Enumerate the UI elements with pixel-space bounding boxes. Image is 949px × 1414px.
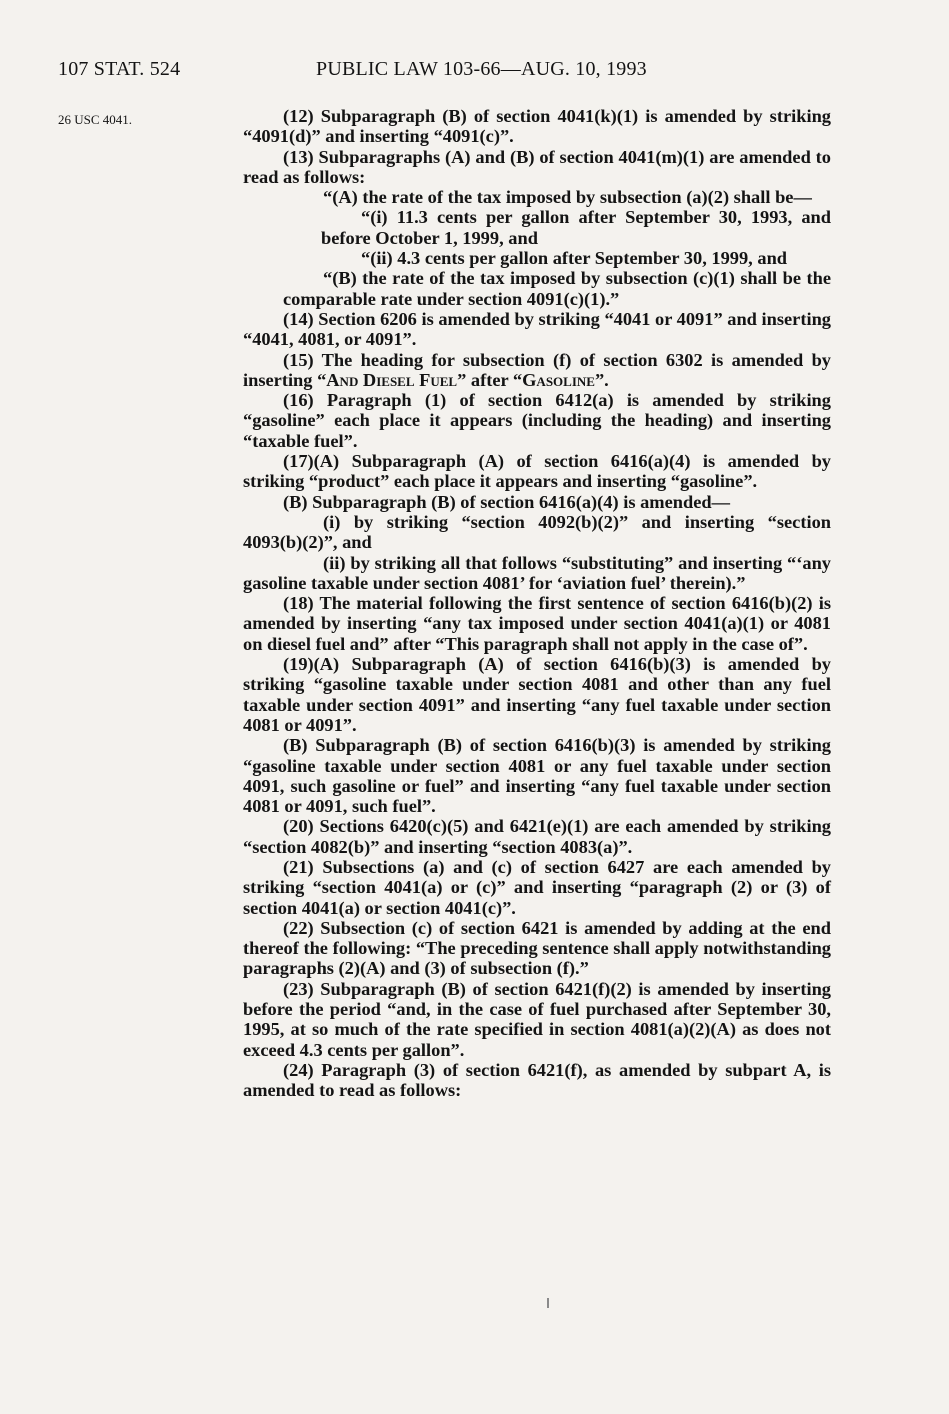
paragraph-15-text-a: (15) The heading for subsection (f) of section 6302 is amended by inserting “	[243, 349, 831, 390]
paragraph-12: (12) Subparagraph (B) of section 4041(k)(1) is amended by striking “4091(d)” and inserting “4091(c)”.	[243, 106, 831, 147]
paragraph-13-A-i: “(i) 11.3 cents per gallon after September 30, 1993, and before October 1, 1999, and	[321, 207, 831, 248]
page-mark	[547, 1298, 549, 1308]
paragraph-17-A: (17)(A) Subparagraph (A) of section 6416(a)(4) is amended by striking “product” each place it appears and inserting “gasoline”.	[243, 451, 831, 492]
paragraph-23: (23) Subparagraph (B) of section 6421(f)(2) is amended by inserting before the period “and, in the case of fuel purchased after September 30, 1995, at so much of the rate specified in section 4081(a)(2)(A) as does not exceed 4.3 cents per gallon”.	[243, 978, 831, 1060]
paragraph-15-text-c: ”.	[594, 369, 609, 390]
paragraph-15	[243, 350, 831, 391]
paragraph-13-A: “(A) the rate of the tax imposed by subsection (a)(2) shall be—	[323, 187, 812, 208]
paragraph-13: (13) Subparagraphs (A) and (B) of section 4041(m)(1) are amended to read as follows:	[243, 146, 831, 187]
paragraph-18: (18) The material following the first sentence of section 6416(b)(2) is amended by inserting “any tax imposed under section 4041(a)(1) or 4081 on diesel fuel and” after “This paragraph shall not apply in the case of”.	[243, 593, 831, 654]
paragraph-15-smallcaps-diesel: And Diesel Fuel	[326, 369, 458, 390]
paragraph-15-text-b: ” after “	[457, 369, 523, 390]
paragraph-22: (22) Subsection (c) of section 6421 is amended by adding at the end thereof the following: “The preceding sentence shall apply notwithstanding paragraphs (2)(A) and (3) of subsection (f).”	[243, 917, 831, 979]
running-title: PUBLIC LAW 103-66—AUG. 10, 1993	[316, 58, 647, 80]
statute-page-number: 107 STAT. 524	[58, 58, 181, 80]
paragraph-20: (20) Sections 6420(c)(5) and 6421(e)(1) are each amended by striking “section 4082(b)” and inserting “section 4083(a)”.	[243, 816, 831, 857]
paragraph-19-A: (19)(A) Subparagraph (A) of section 6416(b)(3) is amended by striking “gasoline taxable under section 4081 and other than any fuel taxable under section 4091” and inserting “any fuel taxable under section 4081 or 4091”.	[243, 654, 831, 735]
paragraph-17-B-i: (i) by striking “section 4092(b)(2)” and inserting “section 4093(b)(2)”, and	[243, 511, 831, 553]
usc-margin-note: 26 USC 4041.	[58, 112, 133, 127]
paragraph-24: (24) Paragraph (3) of section 6421(f), as amended by subpart A, is amended to read as follows:	[243, 1059, 831, 1101]
paragraph-17-B: (B) Subparagraph (B) of section 6416(a)(4) is amended—	[283, 491, 730, 512]
paragraph-13-A-ii: “(ii) 4.3 cents per gallon after September 30, 1999, and	[361, 248, 788, 269]
paragraph-15-smallcaps-gasoline: Gasoline	[522, 369, 595, 390]
paragraph-13-B: “(B) the rate of the tax imposed by subsection (c)(1) shall be the comparable rate under section 4091(c)(1).”	[283, 268, 831, 309]
paragraph-19-B: (B) Subparagraph (B) of section 6416(b)(3) is amended by striking “gasoline taxable under section 4081 or any fuel taxable under section 4091, such gasoline or fuel” and inserting “any fuel taxable under section 4081 or 4091, such fuel”.	[243, 735, 831, 817]
page-header	[58, 58, 889, 88]
statute-body	[243, 106, 831, 1101]
paragraph-21: (21) Subsections (a) and (c) of section 6427 are each amended by striking “section 4041(a) or (c)” and inserting “paragraph (2) or (3) of section 4041(a) or section 4041(c)”.	[243, 856, 831, 918]
paragraph-16: (16) Paragraph (1) of section 6412(a) is amended by striking “gasoline” each place it appears (including the heading) and inserting “taxable fuel”.	[243, 390, 831, 451]
paragraph-17-B-ii: (ii) by striking all that follows “substituting” and inserting “‘any gasoline taxable under section 4081’ for ‘aviation fuel’ therein).”	[243, 552, 831, 593]
paragraph-14: (14) Section 6206 is amended by striking “4041 or 4091” and inserting “4041, 4081, or 4091”.	[243, 308, 831, 350]
